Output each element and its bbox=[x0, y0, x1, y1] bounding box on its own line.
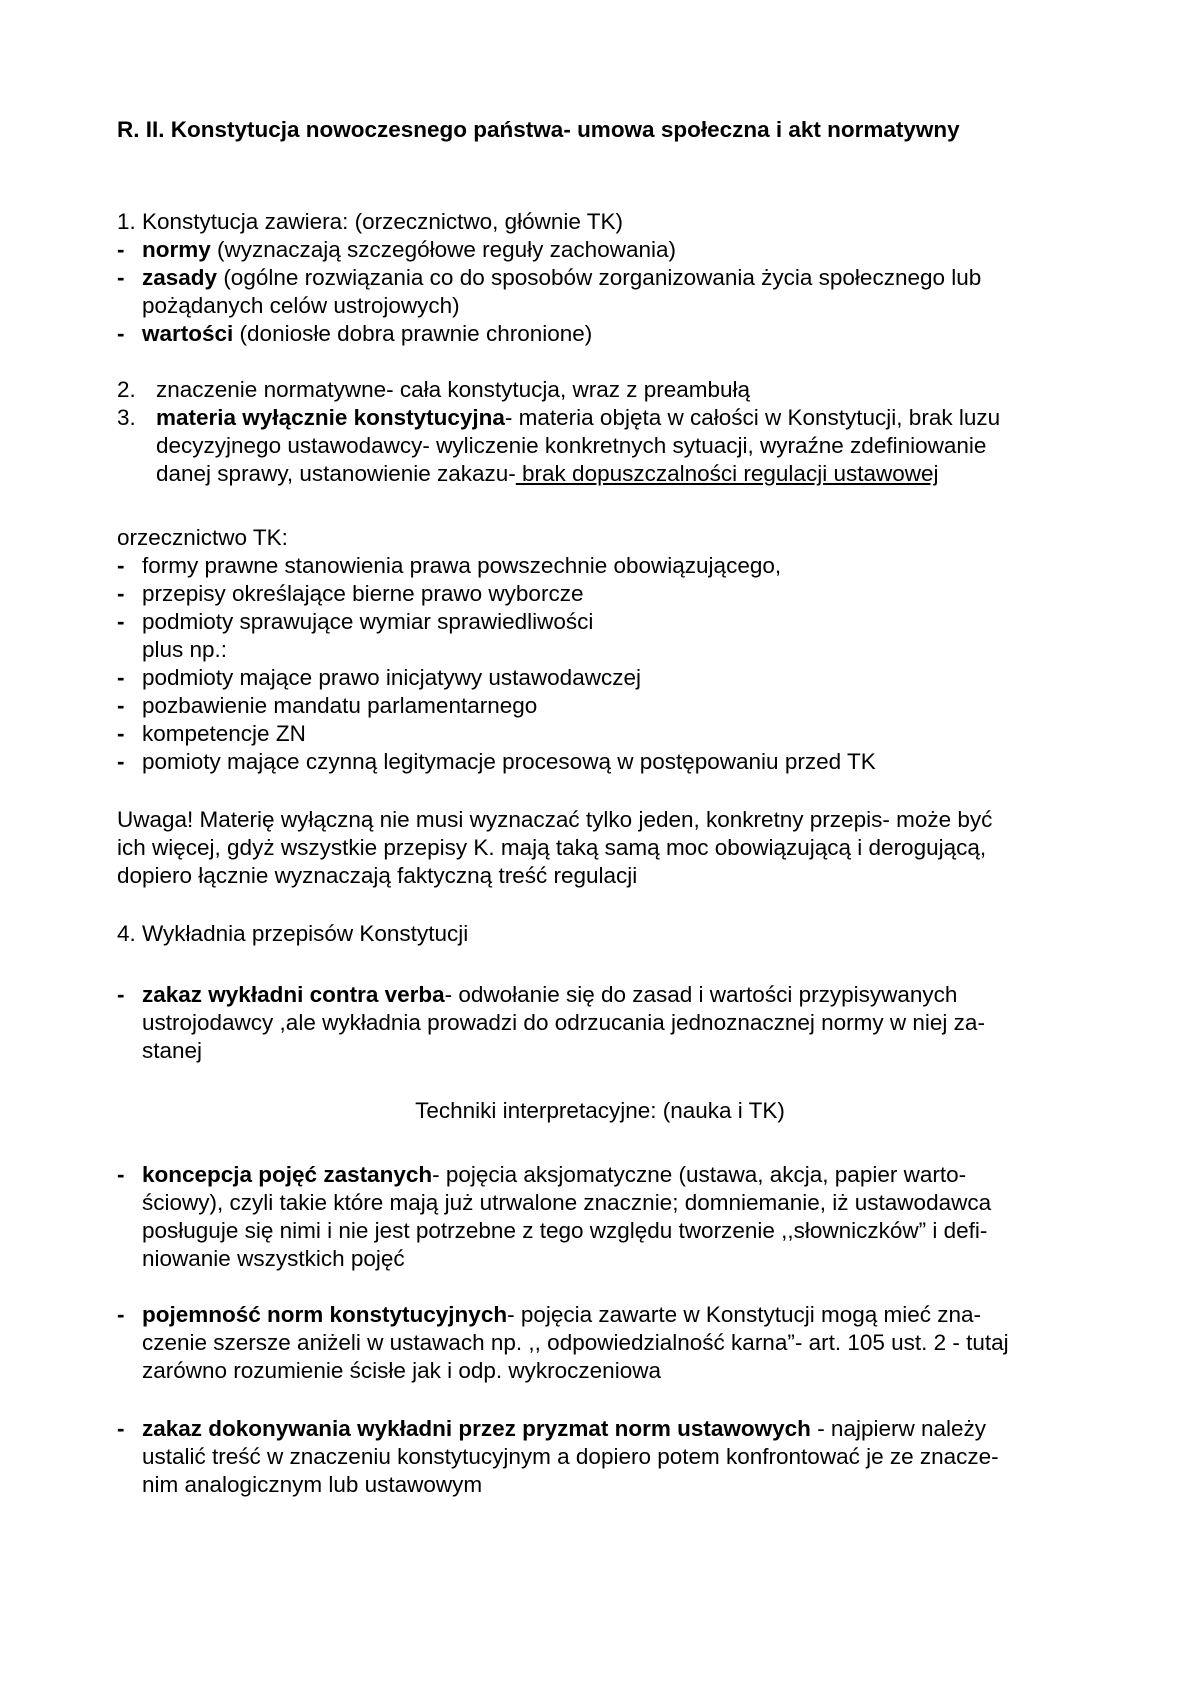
bullet-dash: - bbox=[117, 581, 125, 606]
uwaga-line: ich więcej, gdyż wszystkie przepisy K. mają taką samą moc obowiązującą i derogującą, bbox=[117, 835, 987, 860]
bullet-dash: - bbox=[117, 1416, 125, 1441]
bullet-dash: - bbox=[117, 321, 125, 346]
bullet-dash: - bbox=[117, 553, 125, 578]
bullet-dash: - bbox=[117, 237, 125, 262]
bullet-dash: - bbox=[117, 265, 125, 290]
list-item-continuation: nim analogicznym lub ustawowym bbox=[142, 1472, 483, 1497]
document-title: R. II. Konstytucja nowoczesnego państwa- umowa społeczna i akt normatywny bbox=[117, 117, 960, 142]
list-item: zasady (ogólne rozwiązania co do sposobów zorganizowania życia społecznego lub bbox=[142, 265, 982, 290]
list-item: normy (wyznaczają szczegółowe reguły zachowania) bbox=[142, 237, 676, 262]
plus-note: plus np.: bbox=[142, 637, 228, 662]
list-item: przepisy określające bierne prawo wyborcze bbox=[142, 581, 584, 606]
list-item-continuation: niowanie wszystkich pojęć bbox=[142, 1246, 405, 1271]
list-item: koncepcja pojęć zastanych- pojęcia aksjomatyczne (ustawa, akcja, papier warto- bbox=[142, 1162, 967, 1187]
list-item-continuation: zarówno rozumienie ścisłe jak i odp. wykroczeniowa bbox=[142, 1358, 661, 1383]
list-item: zakaz dokonywania wykładni przez pryzmat norm ustawowych - najpierw należy bbox=[142, 1416, 987, 1441]
list-item: kompetencje ZN bbox=[142, 721, 306, 746]
section4-heading: 4. Wykładnia przepisów Konstytucji bbox=[117, 921, 469, 946]
list-item-continuation: pożądanych celów ustrojowych) bbox=[142, 293, 460, 318]
list-item: pojemność norm konstytucyjnych- pojęcia zawarte w Konstytucji mogą mieć zna- bbox=[142, 1302, 982, 1327]
bullet-dash: - bbox=[117, 749, 125, 774]
list-item-continuation: ściowy), czyli takie które mają już utrwalone znacznie; domniemanie, iż ustawodawca bbox=[142, 1190, 992, 1215]
list-number: 3. bbox=[117, 405, 136, 430]
list-item-continuation: ustrojodawcy ,ale wykładnia prowadzi do odrzucania jednoznacznej normy w niej za- bbox=[142, 1010, 985, 1035]
list-number: 2. bbox=[117, 377, 136, 402]
list-item: wartości (doniosłe dobra prawnie chronione) bbox=[142, 321, 593, 346]
bullet-dash: - bbox=[117, 982, 125, 1007]
section1-heading: Konstytucja zawiera: (orzecznictwo, głównie TK) bbox=[142, 209, 624, 234]
uwaga-line: dopiero łącznie wyznaczają faktyczną treść regulacji bbox=[117, 863, 638, 888]
list-item: formy prawne stanowienia prawa powszechnie obowiązującego, bbox=[142, 553, 782, 578]
list-item: podmioty sprawujące wymiar sprawiedliwości bbox=[142, 609, 594, 634]
uwaga-line: Uwaga! Materię wyłączną nie musi wyznaczać tylko jeden, konkretny przepis- może być bbox=[117, 807, 993, 832]
section3-line2: decyzyjnego ustawodawcy- wyliczenie konkretnych sytuacji, wyraźne zdefiniowanie bbox=[156, 433, 987, 458]
list-item-continuation: posługuje się nimi i nie jest potrzebne z tego względu tworzenie ,,słowniczków” i defi- bbox=[142, 1218, 988, 1243]
orzecznictwo-heading: orzecznictwo TK: bbox=[117, 525, 288, 550]
section2-text: znaczenie normatywne- cała konstytucja, wraz z preambułą bbox=[156, 377, 751, 402]
list-item: pozbawienie mandatu parlamentarnego bbox=[142, 693, 538, 718]
bullet-dash: - bbox=[117, 693, 125, 718]
section3-line3: danej sprawy, ustanowienie zakazu- brak dopuszczalności regulacji ustawowej bbox=[156, 461, 939, 486]
list-item-continuation: czenie szersze aniżeli w ustawach np. ,, odpowiedzialność karna”- art. 105 ust. 2 - tutaj bbox=[142, 1330, 1009, 1355]
bullet-dash: - bbox=[117, 721, 125, 746]
list-number: 1. bbox=[117, 209, 136, 234]
list-item-continuation: ustalić treść w znaczeniu konstytucyjnym a dopiero potem konfrontować je ze znacze- bbox=[142, 1444, 999, 1469]
bullet-dash: - bbox=[117, 665, 125, 690]
bullet-dash: - bbox=[117, 1302, 125, 1327]
list-item: zakaz wykładni contra verba- odwołanie się do zasad i wartości przypisywanych bbox=[142, 982, 958, 1007]
section3-text: materia wyłącznie konstytucyjna- materia objęta w całości w Konstytucji, brak luzu bbox=[156, 405, 1001, 430]
bullet-dash: - bbox=[117, 609, 125, 634]
techniki-heading: Techniki interpretacyjne: (nauka i TK) bbox=[415, 1098, 785, 1123]
list-item: pomioty mające czynną legitymacje procesową w postępowaniu przed TK bbox=[142, 749, 876, 774]
list-item-continuation: stanej bbox=[142, 1038, 203, 1063]
list-item: podmioty mające prawo inicjatywy ustawodawczej bbox=[142, 665, 641, 690]
bullet-dash: - bbox=[117, 1162, 125, 1187]
